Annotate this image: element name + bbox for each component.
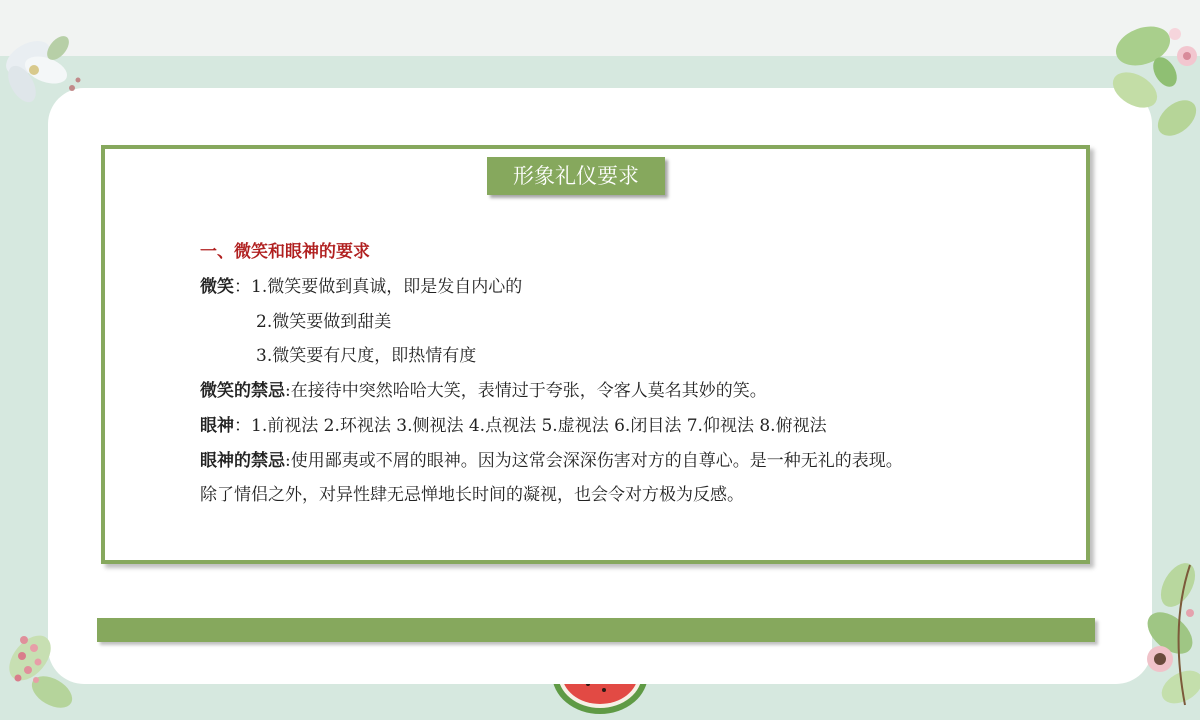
eyes-taboo-label: 眼神的禁忌: [200, 451, 285, 471]
eyes-label: 眼神: [200, 416, 234, 436]
eyes-line: [200, 414, 827, 438]
smile-item-1: 1.微笑要做到真诚，即是发自内心的: [251, 277, 523, 297]
smile-label: 微笑: [200, 277, 234, 297]
smile-item-2: 2.微笑要做到甜美: [256, 312, 392, 332]
eyes-methods: 1.前视法 2.环视法 3.侧视法 4.点视法 5.虚视法 6.闭目法 7.仰视法 8.俯视法: [251, 416, 827, 436]
eyes-separator: ：: [234, 416, 251, 436]
smile-taboo-line: [200, 379, 767, 403]
smile-taboo-label: 微笑的禁忌: [200, 381, 285, 401]
smile-separator: ：: [234, 277, 251, 297]
eyes-taboo-text: :使用鄙夷或不屑的眼神。因为这常会深深伤害对方的自尊心。是一种无礼的表现。: [285, 451, 903, 471]
section-heading: 一、微笑和眼神的要求: [200, 242, 370, 262]
white-flower-icon: [0, 18, 90, 113]
smile-line: [200, 275, 522, 299]
eyes-taboo-line: [200, 449, 903, 473]
leaves-flower-icon: [1130, 555, 1200, 720]
slide-title: 形象礼仪要求: [487, 157, 665, 195]
smile-item-3: 3.微笑要有尺度，即热情有度: [256, 346, 477, 366]
pink-blossom-icon: [0, 600, 90, 720]
green-leaves-flower-icon: [1105, 10, 1200, 150]
eyes-taboo-continuation: 除了情侣之外，对异性肆无忌惮地长时间的凝视，也会令对方极为反感。: [200, 485, 744, 505]
bottom-accent-bar: [97, 618, 1095, 642]
smile-taboo-text: :在接待中突然哈哈大笑，表情过于夸张，令客人莫名其妙的笑。: [285, 381, 767, 401]
